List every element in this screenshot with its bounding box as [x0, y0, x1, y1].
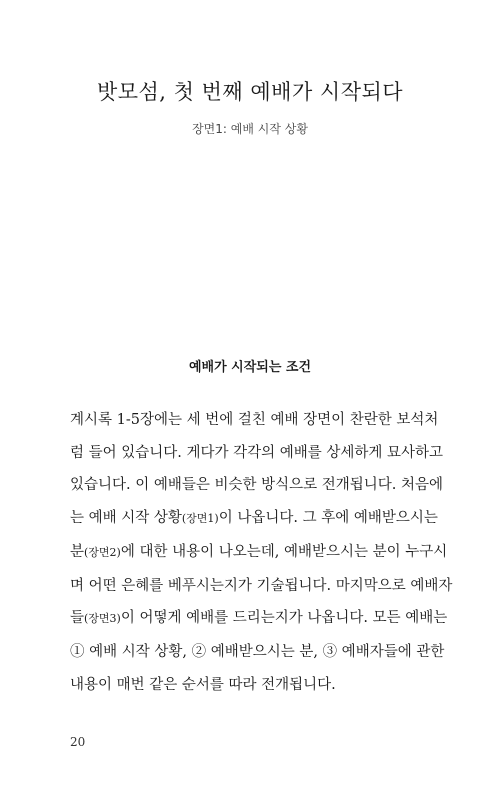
page-number: 20 — [70, 735, 86, 749]
body-text-fragment: 에 대한 내용이 나오는데, 예배받으시는 분이 누구시 — [120, 543, 448, 560]
body-text-fragment: 들 — [70, 610, 85, 627]
scene-reference: (장면3) — [84, 612, 121, 626]
body-line: 럼 들어 있습니다. 게다가 각각의 예배를 상세하게 묘사하고 — [70, 444, 444, 461]
chapter-subtitle: 장면1: 예배 시작 상황 — [192, 122, 308, 136]
body-line: 계시록 1-5장에는 세 번에 걸친 예배 장면이 찬란한 보석처 — [70, 412, 439, 428]
body-line: 있습니다. 이 예배들은 비슷한 방식으로 전개됩니다. 처음에 — [70, 477, 444, 494]
body-text-fragment: 는 예배 시작 상황 — [70, 510, 182, 527]
body-line: ① 예배 시작 상황, ② 예배받으시는 분, ③ 예배자들에 관한 — [70, 643, 445, 660]
chapter-title: 밧모섬, 첫 번째 예배가 시작되다 — [96, 80, 404, 104]
body-text-fragment: 분 — [70, 543, 85, 560]
body-text-fragment: 이 나옵니다. 그 후에 예배받으시는 — [218, 510, 438, 527]
body-paragraph — [70, 404, 453, 701]
body-line — [70, 502, 438, 536]
scene-reference: (장면2) — [84, 545, 121, 559]
body-line — [70, 602, 448, 636]
section-heading: 예배가 시작되는 조건 — [188, 360, 312, 375]
body-line — [70, 536, 448, 570]
body-line: 며 어떤 은혜를 베푸시는지가 기술됩니다. 마지막으로 예배자 — [70, 577, 453, 594]
body-line: 내용이 매번 같은 순서를 따라 전개됩니다. — [70, 676, 336, 693]
body-text-fragment: 이 어떻게 예배를 드리는지가 나옵니다. 모든 예배는 — [120, 610, 448, 627]
scene-reference: (장면1) — [181, 512, 219, 526]
